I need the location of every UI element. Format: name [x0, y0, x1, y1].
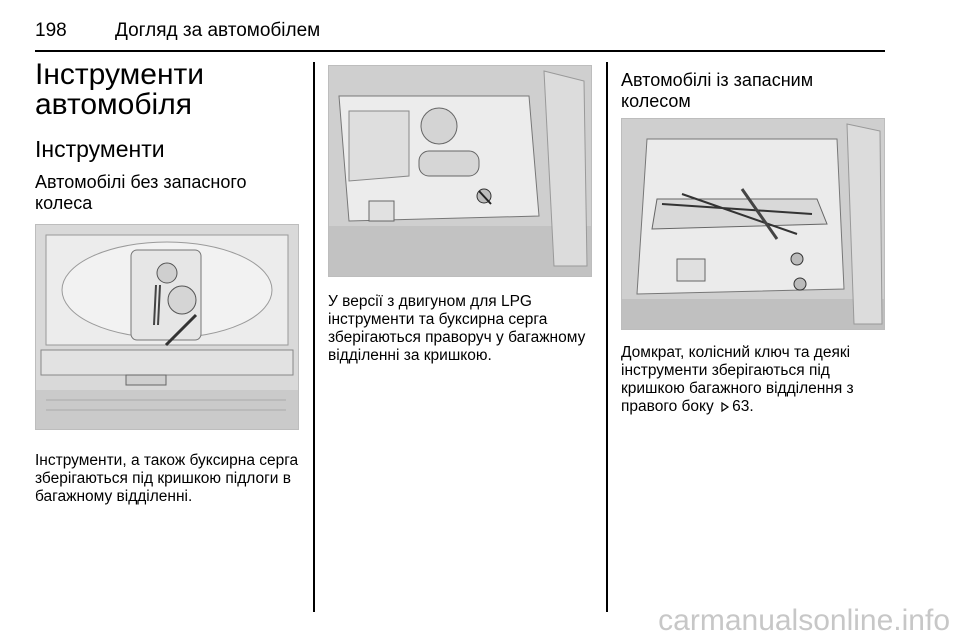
page-reference-icon: [720, 402, 730, 412]
page-reference[interactable]: 63.: [732, 398, 754, 415]
caption-lpg-tools: У версії з двигуном для LPG інструменти та буксирна серга зберігаються праворуч у багажному відділенні за кришкою.: [328, 293, 586, 364]
caption-text: Домкрат, колісний ключ та деякі інструменти зберігаються під кришкою багажного відділення з правого боку: [621, 344, 854, 415]
chapter-title: Догляд за автомобілем: [115, 20, 321, 41]
column-divider-2: [606, 62, 608, 612]
page-header: [35, 8, 885, 52]
column-divider-1: [313, 62, 315, 612]
header-rule: [35, 50, 885, 52]
column-3: [621, 60, 886, 416]
caption-jack-tools: [621, 344, 886, 416]
page-number: 198: [35, 20, 67, 41]
column-2: [328, 60, 593, 365]
section-title: Інструменти автомобіля: [35, 58, 205, 121]
column-1: [35, 60, 300, 506]
figure-jack-tools: [621, 118, 885, 330]
figure-lpg-tools: [328, 65, 592, 277]
watermark: carmanualsonline.info: [658, 604, 950, 637]
subsection-title: Інструменти: [35, 136, 165, 162]
heading-with-spare: Автомобілі із запасним колесом: [621, 70, 814, 111]
subheading-no-spare: Автомобілі без запасного колеса: [35, 172, 247, 213]
caption-floor-tools: Інструменти, а також буксирна серга зберігаються під кришкою підлоги в багажному відділенні.: [35, 452, 299, 505]
figure-floor-tools: [35, 224, 299, 430]
